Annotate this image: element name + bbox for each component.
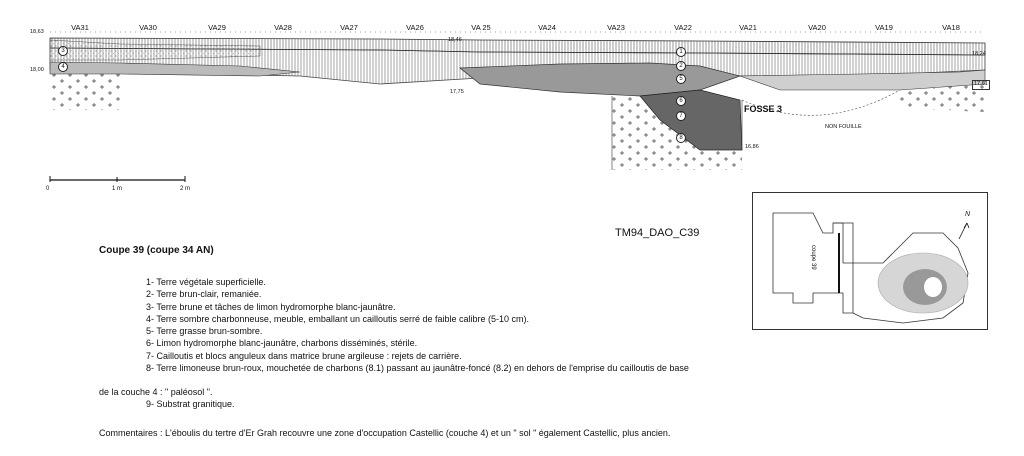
commentary: Commentaires : L'éboulis du tertre d'Er Grah recouvre une zone d'occupation Castellic (couche 4) et un " sol " également Castellic, plus ancien. — [99, 428, 671, 438]
grid-square-label: VA27 — [340, 23, 358, 32]
legend-item: 7- Cailloutis et blocs anguleux dans matrice brune argileuse : rejets de carrière. — [146, 350, 462, 361]
grid-square-label: VA30 — [139, 23, 157, 32]
layer-marker: 6 — [676, 96, 686, 106]
layer-marker: 4 — [58, 62, 68, 72]
scale-label: 2 m — [180, 186, 191, 192]
elevation-label: 18,63 — [30, 29, 44, 35]
grid-square-label: VA21 — [739, 23, 757, 32]
layer-marker: 1 — [676, 47, 686, 57]
grid-square-label: VA 25 — [471, 23, 491, 32]
legend-item: 3- Terre brune et tâches de limon hydromorphe blanc-jaunâtre. — [146, 301, 396, 312]
grid-square-label: VA28 — [274, 23, 292, 32]
elevation-label: 18,46 — [448, 37, 462, 43]
elevation-label: 16,86 — [745, 144, 759, 150]
page-title: Coupe 39 (coupe 34 AN) — [99, 245, 214, 256]
legend-item: 9- Substrat granitique. — [146, 399, 235, 409]
legend-item: 2- Terre brun-clair, remaniée. — [146, 289, 262, 300]
grid-square-label: VA26 — [406, 23, 424, 32]
elevation-label: 17,61 — [972, 80, 990, 90]
legend-item: 1- Terre végétale superficielle. — [146, 277, 266, 287]
legend-item: 8- Terre limoneuse brun-roux, mouchetée de charbons (8.1) passant au jaunâtre-foncé (8.2) en dehors de l'emprise du cailloutis de base — [146, 363, 689, 374]
legend-item: 5- Terre grasse brun-sombre. — [146, 326, 263, 337]
layer-marker: 2 — [676, 61, 686, 71]
legend-continuation — [99, 386, 235, 410]
legend-item: 6- Limon hydromorphe blanc-jaunâtre, charbons disséminés, stérile. — [146, 338, 418, 349]
drawing-code: TM94_DAO_C39 — [615, 227, 700, 239]
site-plan — [753, 193, 987, 329]
location-inset-map — [752, 192, 988, 330]
legend-item: 4- Terre sombre charbonneuse, meuble, emballant un cailloutis serré de faible calibre (5-10 cm). — [146, 313, 530, 324]
not-excavated-label: NON FOUILLE — [825, 124, 862, 130]
section-location-label: coupe 39 — [810, 245, 816, 270]
legend-continuation-text: de la couche 4 : " paléosol ". — [99, 387, 213, 397]
grid-square-label: VA20 — [808, 23, 826, 32]
layer-marker: 7 — [676, 111, 686, 121]
grid-square-label: VA23 — [607, 23, 625, 32]
grid-square-label: VA24 — [538, 23, 556, 32]
pit-label: FOSSE 3 — [744, 104, 783, 114]
elevation-label: 18,00 — [30, 67, 44, 73]
elevation-label: 17,75 — [450, 89, 464, 95]
scale-label: 0 — [46, 186, 50, 192]
grid-square-label: VA22 — [674, 23, 692, 32]
scale-label: 1 m — [112, 186, 123, 192]
grid-square-label: VA29 — [208, 23, 226, 32]
layer-marker: 5 — [676, 74, 686, 84]
layer-marker: 8 — [676, 133, 686, 143]
legend-list — [146, 276, 689, 374]
grid-square-label: VA31 — [71, 23, 89, 32]
north-arrow-icon: N — [965, 211, 971, 218]
elevation-label: 18,24 — [972, 51, 986, 57]
grid-square-label: VA18 — [942, 23, 960, 32]
grid-square-label: VA19 — [875, 23, 893, 32]
layer-marker: 3 — [58, 46, 68, 56]
